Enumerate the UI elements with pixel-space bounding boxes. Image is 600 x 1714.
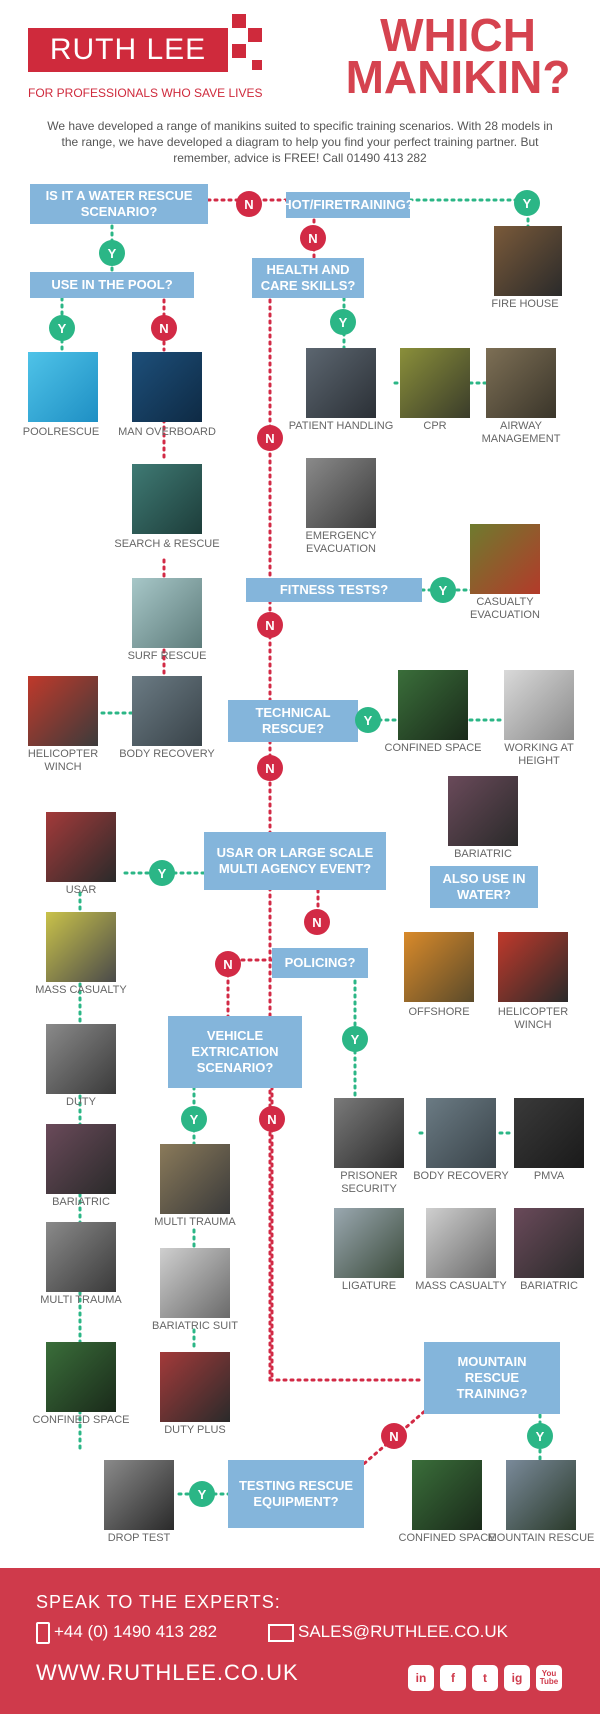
yes-node: Y: [514, 190, 540, 216]
logo-square: [232, 44, 246, 58]
no-node: N: [257, 755, 283, 781]
product-photo: [132, 352, 202, 422]
question-mountain: MOUNTAIN RESCUE TRAINING?: [424, 1342, 560, 1414]
question-policing: POLICING?: [272, 948, 368, 978]
yes-node: Y: [330, 309, 356, 335]
yes-node: Y: [99, 240, 125, 266]
product-caption: PRISONER SECURITY: [340, 1170, 398, 1195]
no-node: N: [215, 951, 241, 977]
product-caption: FIRE HOUSE: [491, 298, 559, 310]
product-photo: [46, 1222, 116, 1292]
product-caption: PATIENT HANDLING: [288, 420, 394, 432]
product-photo: [398, 670, 468, 740]
yes-node: Y: [181, 1106, 207, 1132]
product-photo: [334, 1208, 404, 1278]
product-caption: CONFINED SPACE: [384, 742, 482, 754]
question-also-water: ALSO USE IN WATER?: [430, 866, 538, 908]
product-caption: SURF RESCUE: [127, 650, 207, 662]
product-caption: MULTI TRAUMA: [40, 1294, 122, 1306]
product-photo: [514, 1208, 584, 1278]
no-node: N: [151, 315, 177, 341]
product-photo: [400, 348, 470, 418]
product-photo: [506, 1460, 576, 1530]
yes-node: Y: [430, 577, 456, 603]
title-line-1: WHICH: [380, 9, 536, 61]
product-photo: [306, 458, 376, 528]
product-photo: [160, 1352, 230, 1422]
brand-logo: RUTH LEE: [28, 28, 228, 72]
email-link[interactable]: SALES@RUTHLEE.CO.UK: [298, 1622, 508, 1641]
yes-node: Y: [189, 1481, 215, 1507]
product-photo: [132, 464, 202, 534]
product-caption: MULTI TRAUMA: [154, 1216, 236, 1228]
question-hot-fire: HOT/FIRETRAINING?: [286, 192, 410, 218]
product-caption: BARIATRIC: [52, 1196, 110, 1208]
product-caption: BODY RECOVERY: [119, 748, 215, 760]
product-caption: PMVA: [533, 1170, 565, 1182]
no-node: N: [381, 1423, 407, 1449]
product-caption: HELICOPTER WINCH: [497, 1006, 569, 1031]
product-caption: DUTY PLUS: [164, 1424, 226, 1436]
product-caption: WORKING AT HEIGHT: [504, 742, 574, 767]
product-photo: [46, 1124, 116, 1194]
product-photo: [132, 578, 202, 648]
footer-heading: SPEAK TO THE EXPERTS:: [36, 1592, 281, 1612]
product-caption: CONFINED SPACE: [398, 1532, 496, 1544]
product-photo: [160, 1248, 230, 1318]
phone-icon: [36, 1622, 50, 1644]
question-vehicle: VEHICLE EXTRICATION SCENARIO?: [168, 1016, 302, 1088]
product-photo: [160, 1144, 230, 1214]
product-caption: MASS CASUALTY: [35, 984, 127, 996]
linkedin-icon[interactable]: in: [408, 1665, 434, 1691]
question-testing: TESTING RESCUE EQUIPMENT?: [228, 1460, 364, 1528]
product-caption: CONFINED SPACE: [32, 1414, 130, 1426]
product-photo: [46, 912, 116, 982]
product-photo: [334, 1098, 404, 1168]
question-fitness: FITNESS TESTS?: [246, 578, 422, 602]
product-photo: [494, 226, 562, 296]
product-photo: [498, 932, 568, 1002]
product-photo: [470, 524, 540, 594]
youtube-icon[interactable]: You Tube: [536, 1665, 562, 1691]
yes-node: Y: [49, 315, 75, 341]
product-caption: HELICOPTER WINCH: [27, 748, 99, 773]
product-photo: [46, 1342, 116, 1412]
logo-square: [248, 28, 262, 42]
product-caption: MAN OVERBOARD: [118, 426, 216, 438]
product-caption: OFFSHORE: [408, 1006, 470, 1018]
product-caption: CASUALTY EVACUATION: [470, 596, 540, 621]
product-caption: EMERGENCY EVACUATION: [305, 530, 377, 555]
no-node: N: [300, 225, 326, 251]
title-line-2: MANIKIN?: [345, 51, 571, 103]
product-photo: [514, 1098, 584, 1168]
logo-square: [252, 60, 262, 70]
phone-number[interactable]: +44 (0) 1490 413 282: [54, 1622, 218, 1641]
product-photo: [504, 670, 574, 740]
product-caption: DUTY: [66, 1096, 96, 1108]
product-caption: MOUNTAIN RESCUE: [487, 1532, 595, 1544]
product-photo: [46, 1024, 116, 1094]
product-photo: [486, 348, 556, 418]
logo-square: [232, 14, 246, 28]
product-caption: BARIATRIC: [454, 848, 512, 860]
product-photo: [426, 1098, 496, 1168]
product-photo: [404, 932, 474, 1002]
product-photo: [104, 1460, 174, 1530]
footer: [0, 1568, 600, 1714]
no-node: N: [259, 1106, 285, 1132]
website-link[interactable]: WWW.RUTHLEE.CO.UK: [36, 1660, 299, 1685]
yes-node: Y: [355, 707, 381, 733]
product-photo: [28, 676, 98, 746]
yes-node: Y: [527, 1423, 553, 1449]
no-node: N: [304, 909, 330, 935]
product-photo: [46, 812, 116, 882]
product-photo: [426, 1208, 496, 1278]
intro-text: We have developed a range of manikins suited to specific training scenarios. With 28 models in the range, we have developed a diagram to help you find your perfect training partner. But remember, advice is FREE! Call 01490 413 282: [47, 119, 553, 165]
product-caption: AIRWAY MANAGEMENT: [481, 420, 561, 445]
twitter-icon[interactable]: t: [472, 1665, 498, 1691]
question-usar: USAR OR LARGE SCALE MULTI AGENCY EVENT?: [204, 832, 386, 890]
product-photo: [448, 776, 518, 846]
product-caption: SEARCH & RESCUE: [114, 538, 220, 550]
email-icon: [268, 1624, 294, 1642]
product-caption: CPR: [423, 420, 447, 432]
product-photo: [132, 676, 202, 746]
product-caption: BARIATRIC SUIT: [152, 1320, 238, 1332]
product-caption: LIGATURE: [341, 1280, 397, 1292]
question-pool: USE IN THE POOL?: [30, 272, 194, 298]
no-node: N: [236, 191, 262, 217]
product-caption: USAR: [65, 884, 97, 896]
no-node: N: [257, 425, 283, 451]
facebook-icon[interactable]: f: [440, 1665, 466, 1691]
yes-node: Y: [342, 1026, 368, 1052]
product-caption: BODY RECOVERY: [413, 1170, 509, 1182]
product-photo: [28, 352, 98, 422]
question-water-rescue: IS IT A WATER RESCUE SCENARIO?: [30, 184, 208, 224]
no-node: N: [257, 612, 283, 638]
product-caption: MASS CASUALTY: [415, 1280, 507, 1292]
page-title: [328, 9, 588, 103]
question-technical: TECHNICAL RESCUE?: [228, 700, 358, 742]
product-caption: POOLRESCUE: [22, 426, 100, 438]
brand-tagline: FOR PROFESSIONALS WHO SAVE LIVES: [28, 86, 263, 100]
yes-node: Y: [149, 860, 175, 886]
product-photo: [412, 1460, 482, 1530]
product-caption: BARIATRIC: [520, 1280, 578, 1292]
product-caption: DROP TEST: [107, 1532, 171, 1544]
instagram-icon[interactable]: ig: [504, 1665, 530, 1691]
product-photo: [306, 348, 376, 418]
question-health-care: HEALTH AND CARE SKILLS?: [252, 258, 364, 298]
